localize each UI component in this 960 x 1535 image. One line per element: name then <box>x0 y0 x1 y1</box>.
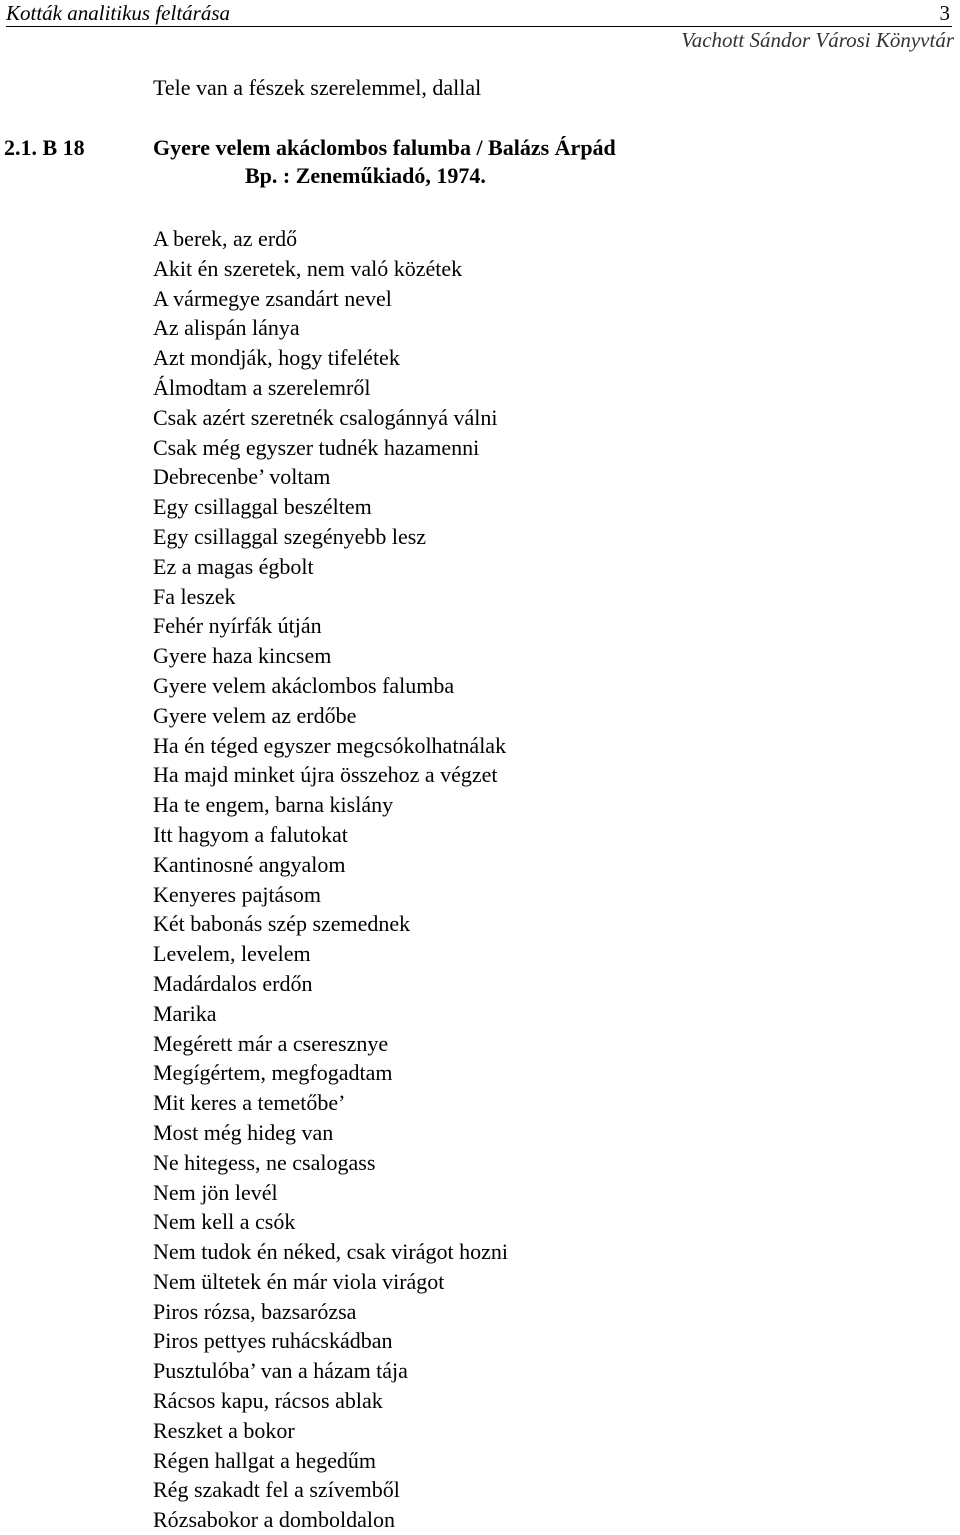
song-title: Madárdalos erdőn <box>153 970 313 996</box>
running-header-title: Kották analitikus feltárása <box>6 1 230 25</box>
song-title: Álmodtam a szerelemről <box>153 374 371 400</box>
song-title: A vármegye zsandárt nevel <box>153 285 392 311</box>
song-title: Csak még egyszer tudnék hazamenni <box>153 434 480 460</box>
song-title: Nem ültetek én már viola virágot <box>153 1268 445 1294</box>
song-title: Rég szakadt fel a szívemből <box>153 1477 400 1503</box>
song-title: Két babonás szép szemednek <box>153 911 411 937</box>
song-title: Gyere velem az erdőbe <box>153 702 357 728</box>
song-title: Akit én szeretek, nem való közétek <box>153 255 463 281</box>
song-title: Itt hagyom a falutokat <box>153 821 348 847</box>
song-title: Rácsos kapu, rácsos ablak <box>153 1388 383 1414</box>
song-title: Egy csillaggal szegényebb lesz <box>153 523 427 549</box>
song-title: Csak azért szeretnék csalogánnyá válni <box>153 404 498 430</box>
song-title: A berek, az erdő <box>153 226 298 251</box>
song-title: Piros pettyes ruhácskádban <box>153 1328 393 1354</box>
song-title: Gyere velem akáclombos falumba <box>153 672 455 698</box>
song-title: Fehér nyírfák útján <box>153 613 322 639</box>
song-title: Piros rózsa, bazsarózsa <box>153 1298 357 1324</box>
song-title: Kenyeres pajtásom <box>153 881 321 907</box>
song-title: Azt mondják, hogy tifelétek <box>153 345 400 371</box>
entry-publisher: Bp. : Zeneműkiadó, 1974. <box>245 163 486 188</box>
song-title: Megérett már a cseresznye <box>153 1030 389 1056</box>
song-title: Debrecenbe’ voltam <box>153 464 331 490</box>
song-title: Az alispán lánya <box>153 315 300 341</box>
song-title: Kantinosné angyalom <box>153 851 346 877</box>
song-title: Nem tudok én néked, csak virágot hozni <box>153 1239 508 1265</box>
song-title: Ha én téged egyszer megcsókolhatnálak <box>153 732 507 758</box>
song-title: Ha majd minket újra összehoz a végzet <box>153 762 498 788</box>
song-title: Reszket a bokor <box>153 1417 295 1443</box>
previous-song-title: Tele van a fészek szerelemmel, dallal <box>153 75 482 100</box>
song-title: Nem kell a csók <box>153 1209 296 1235</box>
song-list <box>153 224 508 1535</box>
song-title: Fa leszek <box>153 583 236 609</box>
song-title: Ne hitegess, ne csalogass <box>153 1149 376 1175</box>
song-title: Nem jön levél <box>153 1179 278 1205</box>
entry-number: 2.1. B 18 <box>4 135 85 160</box>
song-title: Marika <box>153 1000 217 1026</box>
song-title: Gyere haza kincsem <box>153 643 332 669</box>
song-title: Ez a magas égbolt <box>153 553 314 579</box>
song-title: Levelem, levelem <box>153 941 311 967</box>
song-title: Rózsabokor a domboldalon <box>153 1507 395 1533</box>
page-number: 3 <box>939 1 950 25</box>
song-title: Egy csillaggal beszéltem <box>153 494 372 520</box>
song-title: Most még hideg van <box>153 1119 334 1145</box>
entry-title: Gyere velem akáclombos falumba / Balázs Árpád <box>153 135 616 160</box>
song-title: Mit keres a temetőbe’ <box>153 1090 346 1116</box>
song-title: Ha te engem, barna kislány <box>153 792 394 818</box>
song-title: Régen hallgat a hegedűm <box>153 1447 376 1473</box>
library-watermark: Vachott Sándor Városi Könyvtár <box>681 28 954 52</box>
song-title: Megígértem, megfogadtam <box>153 1060 393 1086</box>
song-title: Pusztulóba’ van a házam tája <box>153 1358 408 1384</box>
